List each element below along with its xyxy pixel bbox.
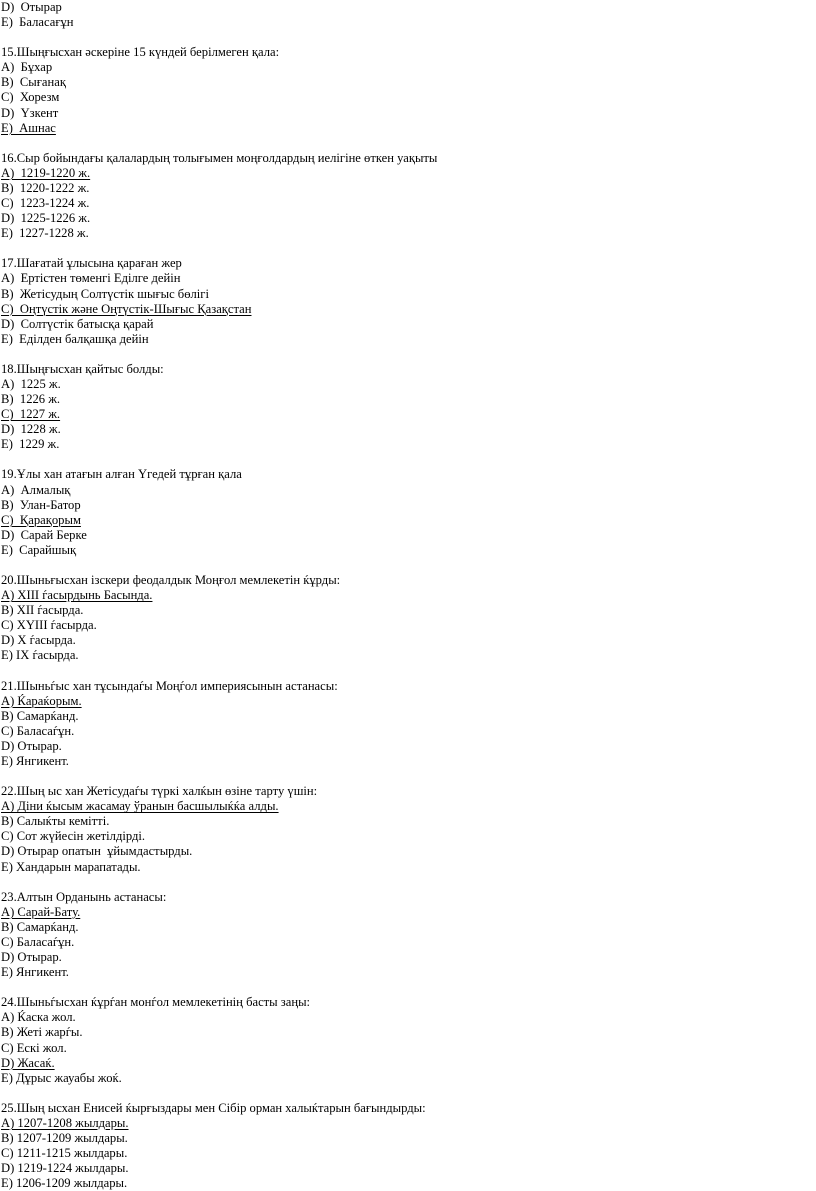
answer-option: E) Сарайшық — [1, 542, 77, 557]
answer-option: A) Алмалық — [1, 482, 71, 497]
answer-option: E) Янгикент. — [1, 965, 69, 980]
answer-option: D) Отырар. — [1, 738, 62, 753]
question-text: 16.Сыр бойындағы қалалардың толығымен моңғолдардың иелігіне өткен уақыты — [1, 150, 438, 165]
answer-option: D) Сарай Берке — [1, 527, 87, 542]
answer-option: E) Еділден балқашқа дейін — [1, 331, 149, 346]
answer-option: A) 1207-1208 жылдары. — [1, 1115, 129, 1130]
answer-option: E) 1227-1228 ж. — [1, 226, 89, 241]
answer-option: A) 1219-1220 ж. — [1, 165, 91, 180]
question-text: 24.Шыньѓысхан ќұрѓан монѓол мемлекетінің басты заңы: — [1, 995, 311, 1010]
answer-option: B) Самарќанд. — [1, 708, 79, 723]
answer-option: A) Ертістен төменгі Еділге дейін — [1, 271, 181, 286]
question-text: 21.Шыньѓыс хан тұсындаѓы Моңѓол империясынын астанасы: — [1, 678, 338, 693]
answer-option: C) Баласаѓұн. — [1, 934, 75, 949]
question-text: 25.Шың ысхан Енисей ќырғыздары мен Сібір орман халыќтарын бағындырды: — [1, 1100, 426, 1115]
answer-option: B) Сығанақ — [1, 75, 66, 90]
question-text: 20.Шыньғысхан ізскери феодалдык Моңғол мемлекетін ќұрды: — [1, 573, 341, 588]
answer-option: A) Діни ќысым жасамау ўранын басшылыќќа алды. — [1, 799, 279, 814]
answer-option: B) Салыќты кемітті. — [1, 814, 110, 829]
question-text: 19.Ұлы хан атағын алған Үгедей тұрған қала — [1, 467, 242, 482]
answer-option: C) Сот жүйесін жетілдірді. — [1, 829, 146, 844]
answer-option: B) Улан-Батор — [1, 497, 81, 512]
answer-option: A) 1225 ж. — [1, 377, 61, 391]
answer-option: D) 1228 ж. — [1, 422, 61, 437]
answer-option: B) 1220-1222 ж. — [1, 180, 90, 195]
answer-option: E) IX ѓасырда. — [1, 648, 79, 663]
answer-option: D) Үзкент — [1, 105, 59, 120]
answer-option: E) 1206-1209 жылдары. — [1, 1176, 128, 1191]
question-text: 23.Алтын Орданынь астанасы: — [1, 889, 167, 904]
answer-option: D) 1219-1224 жылдары. — [1, 1161, 129, 1176]
answer-option: C) 1227 ж. — [1, 407, 61, 422]
question-text: 15.Шыңғысхан әскеріне 15 күндей берілмеген қала: — [1, 45, 280, 60]
answer-option: E) 1229 ж. — [1, 437, 60, 452]
answer-option: D) Отырар. — [1, 950, 62, 965]
answer-option: E) Хандарын марапатады. — [1, 859, 141, 874]
answer-option: C) Баласаѓұн. — [1, 723, 75, 738]
answer-option: C) XYIII ѓасырда. — [1, 618, 97, 633]
answer-option: C) Қарақорым — [1, 512, 81, 527]
answer-option: C) Ескі жол. — [1, 1040, 67, 1055]
answer-option: B) 1226 ж. — [1, 392, 61, 407]
answer-option: A) Ќараќорым. — [1, 693, 82, 708]
question-text: 17.Шағатай ұлысына қараған жер — [1, 256, 182, 271]
answer-option: E) Дұрыс жауабы жоќ. — [1, 1070, 122, 1085]
answer-option: E) Янгикент. — [1, 754, 69, 768]
answer-option: B) Жетісудың Солтүстік шығыс бөлігі — [1, 286, 209, 301]
answer-option: C) Оңтүстік және Оңтүстік-Шығыс Қазақстан — [1, 301, 252, 316]
answer-option: E) Баласағұн — [1, 15, 74, 30]
answer-option: C) 1223-1224 ж. — [1, 196, 90, 211]
answer-option: A) Сарай-Бату. — [1, 904, 81, 919]
answer-option: A) XIII ѓасырдынь Басында. — [1, 588, 153, 603]
answer-option: A) Ќаска жол. — [1, 1010, 76, 1025]
answer-option: C) Хорезм — [1, 90, 60, 105]
answer-option: D) Отырар — [1, 0, 62, 14]
answer-option: D) 1225-1226 ж. — [1, 211, 91, 226]
answer-option: D) Солтүстік батысқа қарай — [1, 316, 154, 331]
answer-option: B) Жеті жарѓы. — [1, 1025, 83, 1040]
answer-option: C) 1211-1215 жылдары. — [1, 1146, 128, 1161]
answer-option: B) XII ѓасырда. — [1, 603, 84, 618]
answer-option: A) Бұхар — [1, 60, 53, 75]
question-text: 18.Шыңғысхан қайтыс болды: — [1, 361, 164, 376]
answer-option: D) Отырар опатын ұйымдастырды. — [1, 844, 193, 859]
answer-option: B) Самарќанд. — [1, 919, 79, 934]
answer-option: D) Жасаќ. — [1, 1055, 55, 1070]
answer-option: D) X ѓасырда. — [1, 633, 76, 648]
question-text: 22.Шың ыс хан Жетісудаѓы түркі халќын өзіне тарту үшін: — [1, 784, 318, 799]
answer-option: E) Ашнас — [1, 120, 56, 135]
answer-option: B) 1207-1209 жылдары. — [1, 1131, 128, 1145]
